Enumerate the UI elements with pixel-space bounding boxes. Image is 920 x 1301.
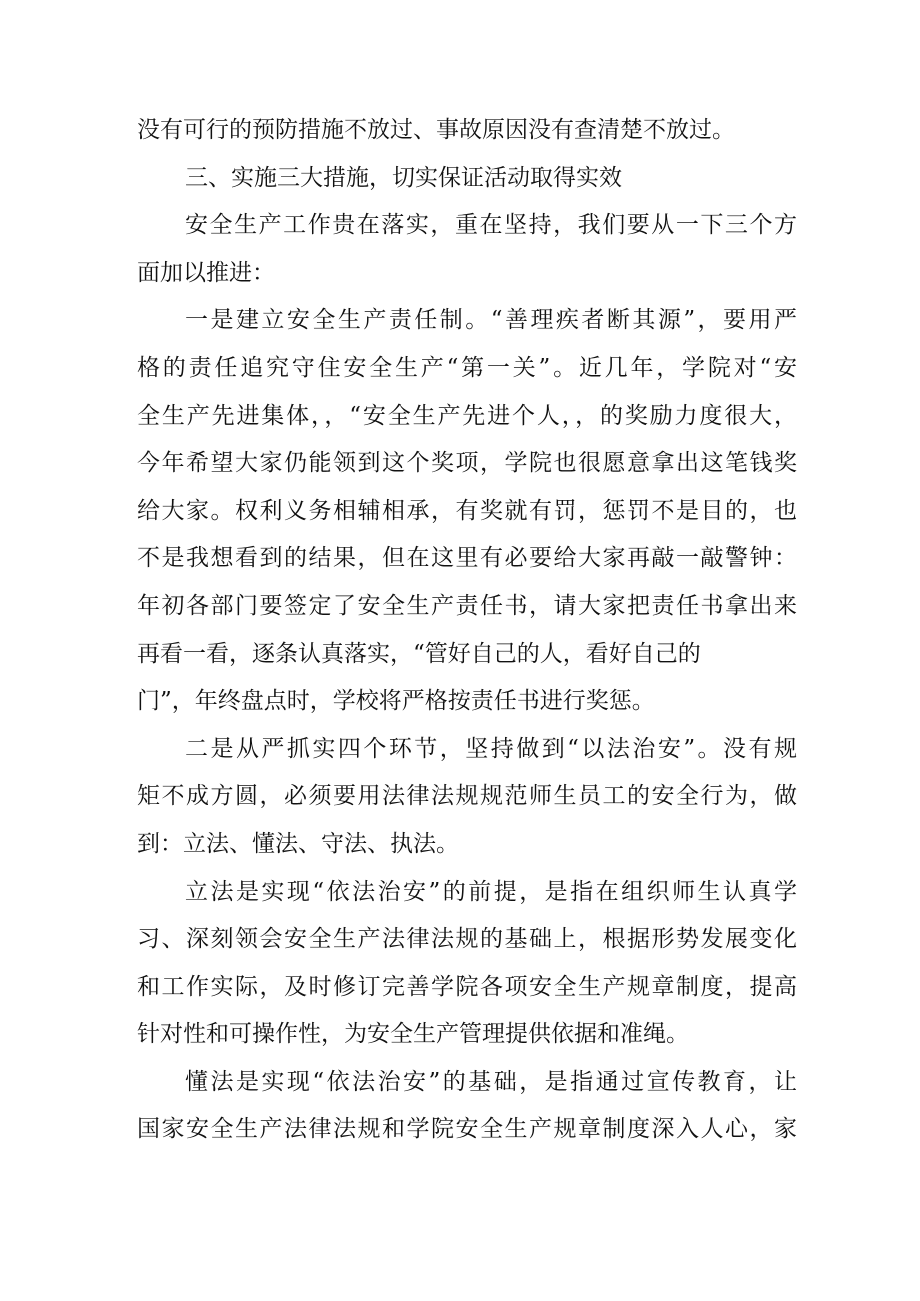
text-line-1: 没有可行的预防措施不放过、事故原因没有查清楚不放过。 xyxy=(137,117,735,143)
text-line-7: 全生产先进集体，，“安全生产先进个人，，的奖励力度很大， xyxy=(137,402,797,429)
document-body xyxy=(137,107,797,1154)
text-line-11: 年初各部门要签定了安全生产责任书，请大家把责任书拿出来 xyxy=(137,592,797,619)
text-line-16: 到：立法、懂法、守法、执法。 xyxy=(137,830,459,857)
text-line-18: 习、深刻领会安全生产法律法规的基础上，根据形势发展变化 xyxy=(137,926,797,953)
text-line-15: 矩不成方圆，必须要用法律法规规范师生员工的安全行为，做 xyxy=(137,783,797,810)
section-heading: 三、实施三大措施，切实保证活动取得实效 xyxy=(185,164,622,191)
text-line-9: 给大家。权利义务相辅相承，有奖就有罚，惩罚不是目的，也 xyxy=(137,497,797,524)
text-line-10: 不是我想看到的结果，但在这里有必要给大家再敲一敲警钟： xyxy=(137,545,797,572)
text-line-12: 再看一看，逐条认真落实，“管好自己的人，看好自己的 xyxy=(137,640,701,667)
text-line-17: 立法是实现“依法治安”的前提，是指在组织师生认真学 xyxy=(185,878,797,905)
text-line-13: 门”，年终盘点时，学校将严格按责任书进行奖惩。 xyxy=(137,688,655,715)
text-line-22: 国家安全生产法律法规和学院安全生产规章制度深入人心，家 xyxy=(137,1116,797,1143)
text-line-21: 懂法是实现“依法治安”的基础，是指通过宣传教育，让 xyxy=(185,1068,797,1095)
text-line-8: 今年希望大家仍能领到这个奖项，学院也很愿意拿出这笔钱奖 xyxy=(137,450,797,477)
text-line-3: 安全生产工作贵在落实，重在坚持，我们要从一下三个方 xyxy=(185,212,797,239)
text-line-4: 面加以推进： xyxy=(137,259,275,286)
text-line-6: 格的责任追究守住安全生产“第一关”。近几年，学院对“安 xyxy=(137,354,797,381)
text-line-5: 一是建立安全生产责任制。“善理疾者断其源”，要用严 xyxy=(185,307,797,334)
text-line-20: 针对性和可操作性，为安全生产管理提供依据和准绳。 xyxy=(137,1021,689,1048)
text-line-19: 和工作实际，及时修订完善学院各项安全生产规章制度，提高 xyxy=(137,973,797,1000)
text-line-14: 二是从严抓实四个环节，坚持做到“以法治安”。没有规 xyxy=(185,735,797,762)
